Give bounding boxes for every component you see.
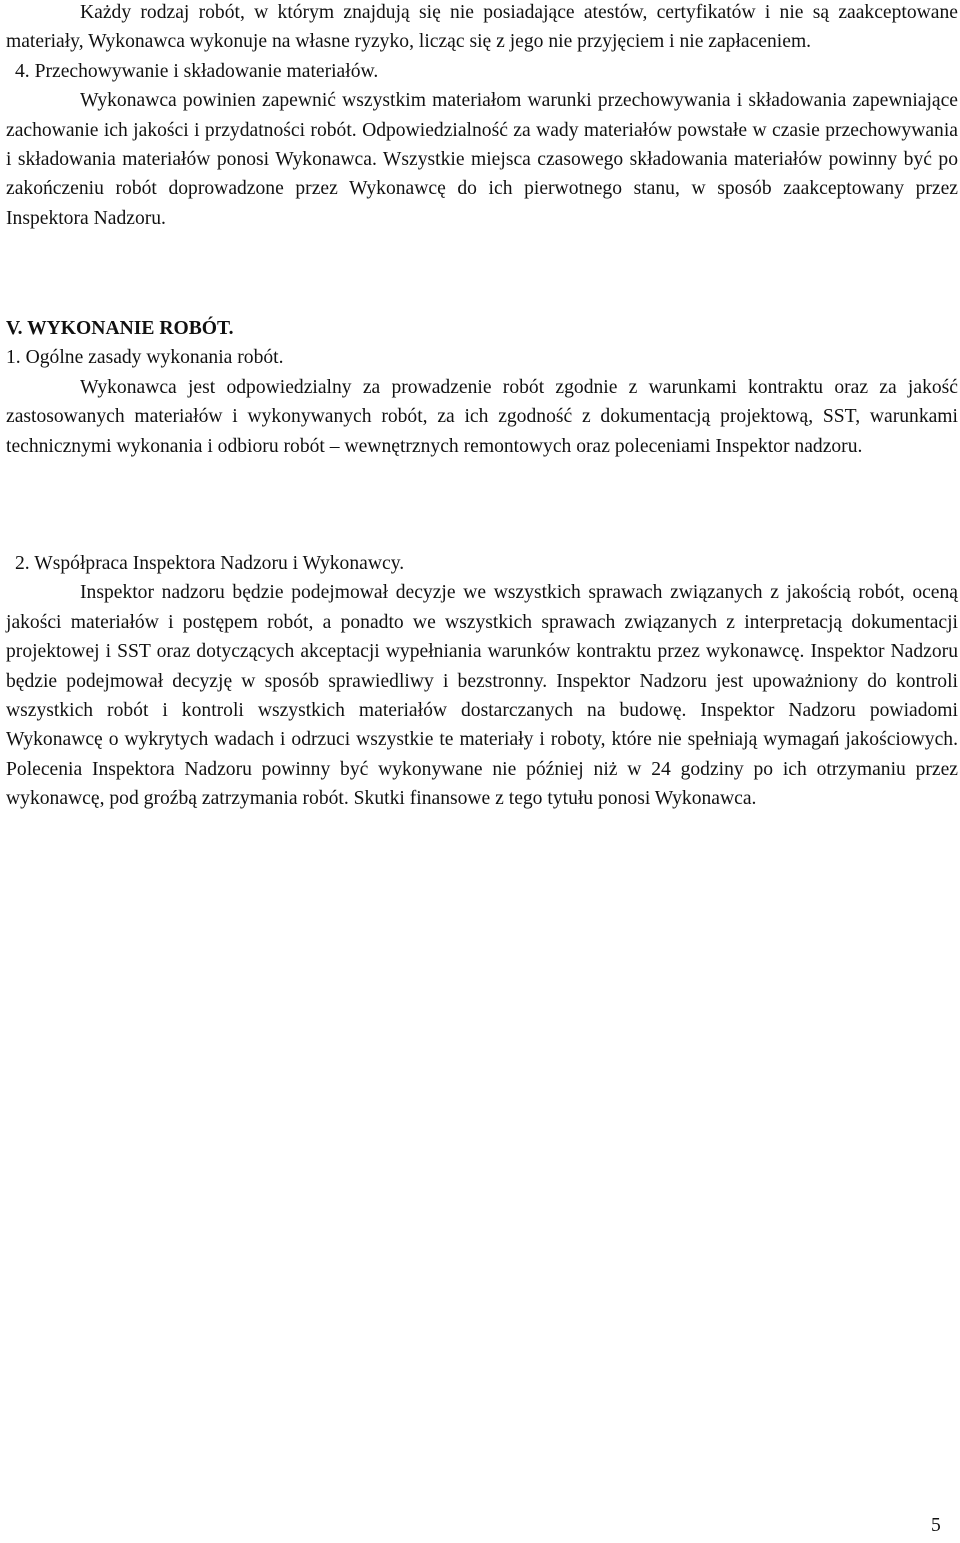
paragraph-rejected-materials: Każdy rodzaj robót, w którym znajdują się nie posiadające atestów, certyfikatów i nie są zaakceptowane materiały, Wykonawca wykonuje na własne ryzyko, licząc się z jego nie przyjęciem i nie zapłaceniem. [6,2,958,53]
paragraph-cooperation: Inspektor nadzoru będzie podejmował decyzje we wszystkich sprawach związanych z jakością robót, oceną jakości materiałów i postępem robót, a ponadto we wszystkich sprawach związanych z interpretacją dokumentacji projektowej i SST oraz dotyczących akceptacji wypełniania warunków kontraktu przez wykonawcę. Inspektor Nadzoru będzie podejmował decyzję w sposób sprawiedliwy i bezstronny. Inspektor Nadzoru jest upoważniony do kontroli wszystkich robót i kontroli wszystkich materiałów dostarczanych na budowę. Inspektor Nadzoru powiadomi Wykonawcę o wykrytych wadach i odrzuci wszystkie te materiały i roboty, które nie spełniają wymagań jakościowych. Polecenia Inspektora Nadzoru powinny być wykonywane nie później niż w 24 godziny po ich otrzymaniu przez wykonawcę, pod groźbą zatrzymania robót. Skutki finansowe z tego tytułu ponosi Wykonawca. [6,582,958,810]
paragraph-storage: Wykonawca powinien zapewnić wszystkim materiałom warunki przechowywania i składowania zapewniające zachowanie ich jakości i przydatności robót. Odpowiedzialność za wady materiałów powstałe w czasie przechowywania i składowania materiałów ponosi Wykonawca. Wszystkie miejsca czasowego składowania materiałów powinny być po zakończeniu robót doprowadzone przez Wykonawcę do ich pierwotnego stanu, w sposób zaakceptowany przez Inspektora Nadzoru. [6,90,958,229]
page-number: 5 [931,1515,941,1536]
section-v [6,314,958,461]
section-heading: V. WYKONANIE ROBÓT. [6,318,234,339]
subheading-cooperation: 2. Współpraca Inspektora Nadzoru i Wykonawcy. [15,553,405,574]
subheading-storage: 4. Przechowywanie i składowanie materiałów. [15,60,379,82]
cooperation-section [6,549,958,814]
paragraph-general-rules: Wykonawca jest odpowiedzialny za prowadzenie robót zgodnie z warunkami kontraktu oraz za jakość zastosowanych materiałów i wykonywanych robót, za ich zgodność z dokumentacją projektową, SST, warunkami technicznymi wykonania i odbioru robót – wewnętrznych remontowych oraz poleceniami Inspektor nadzoru. [6,376,958,457]
storage-section [6,0,958,233]
subheading-general-rules: 1. Ogólne zasady wykonania robót. [6,347,284,369]
